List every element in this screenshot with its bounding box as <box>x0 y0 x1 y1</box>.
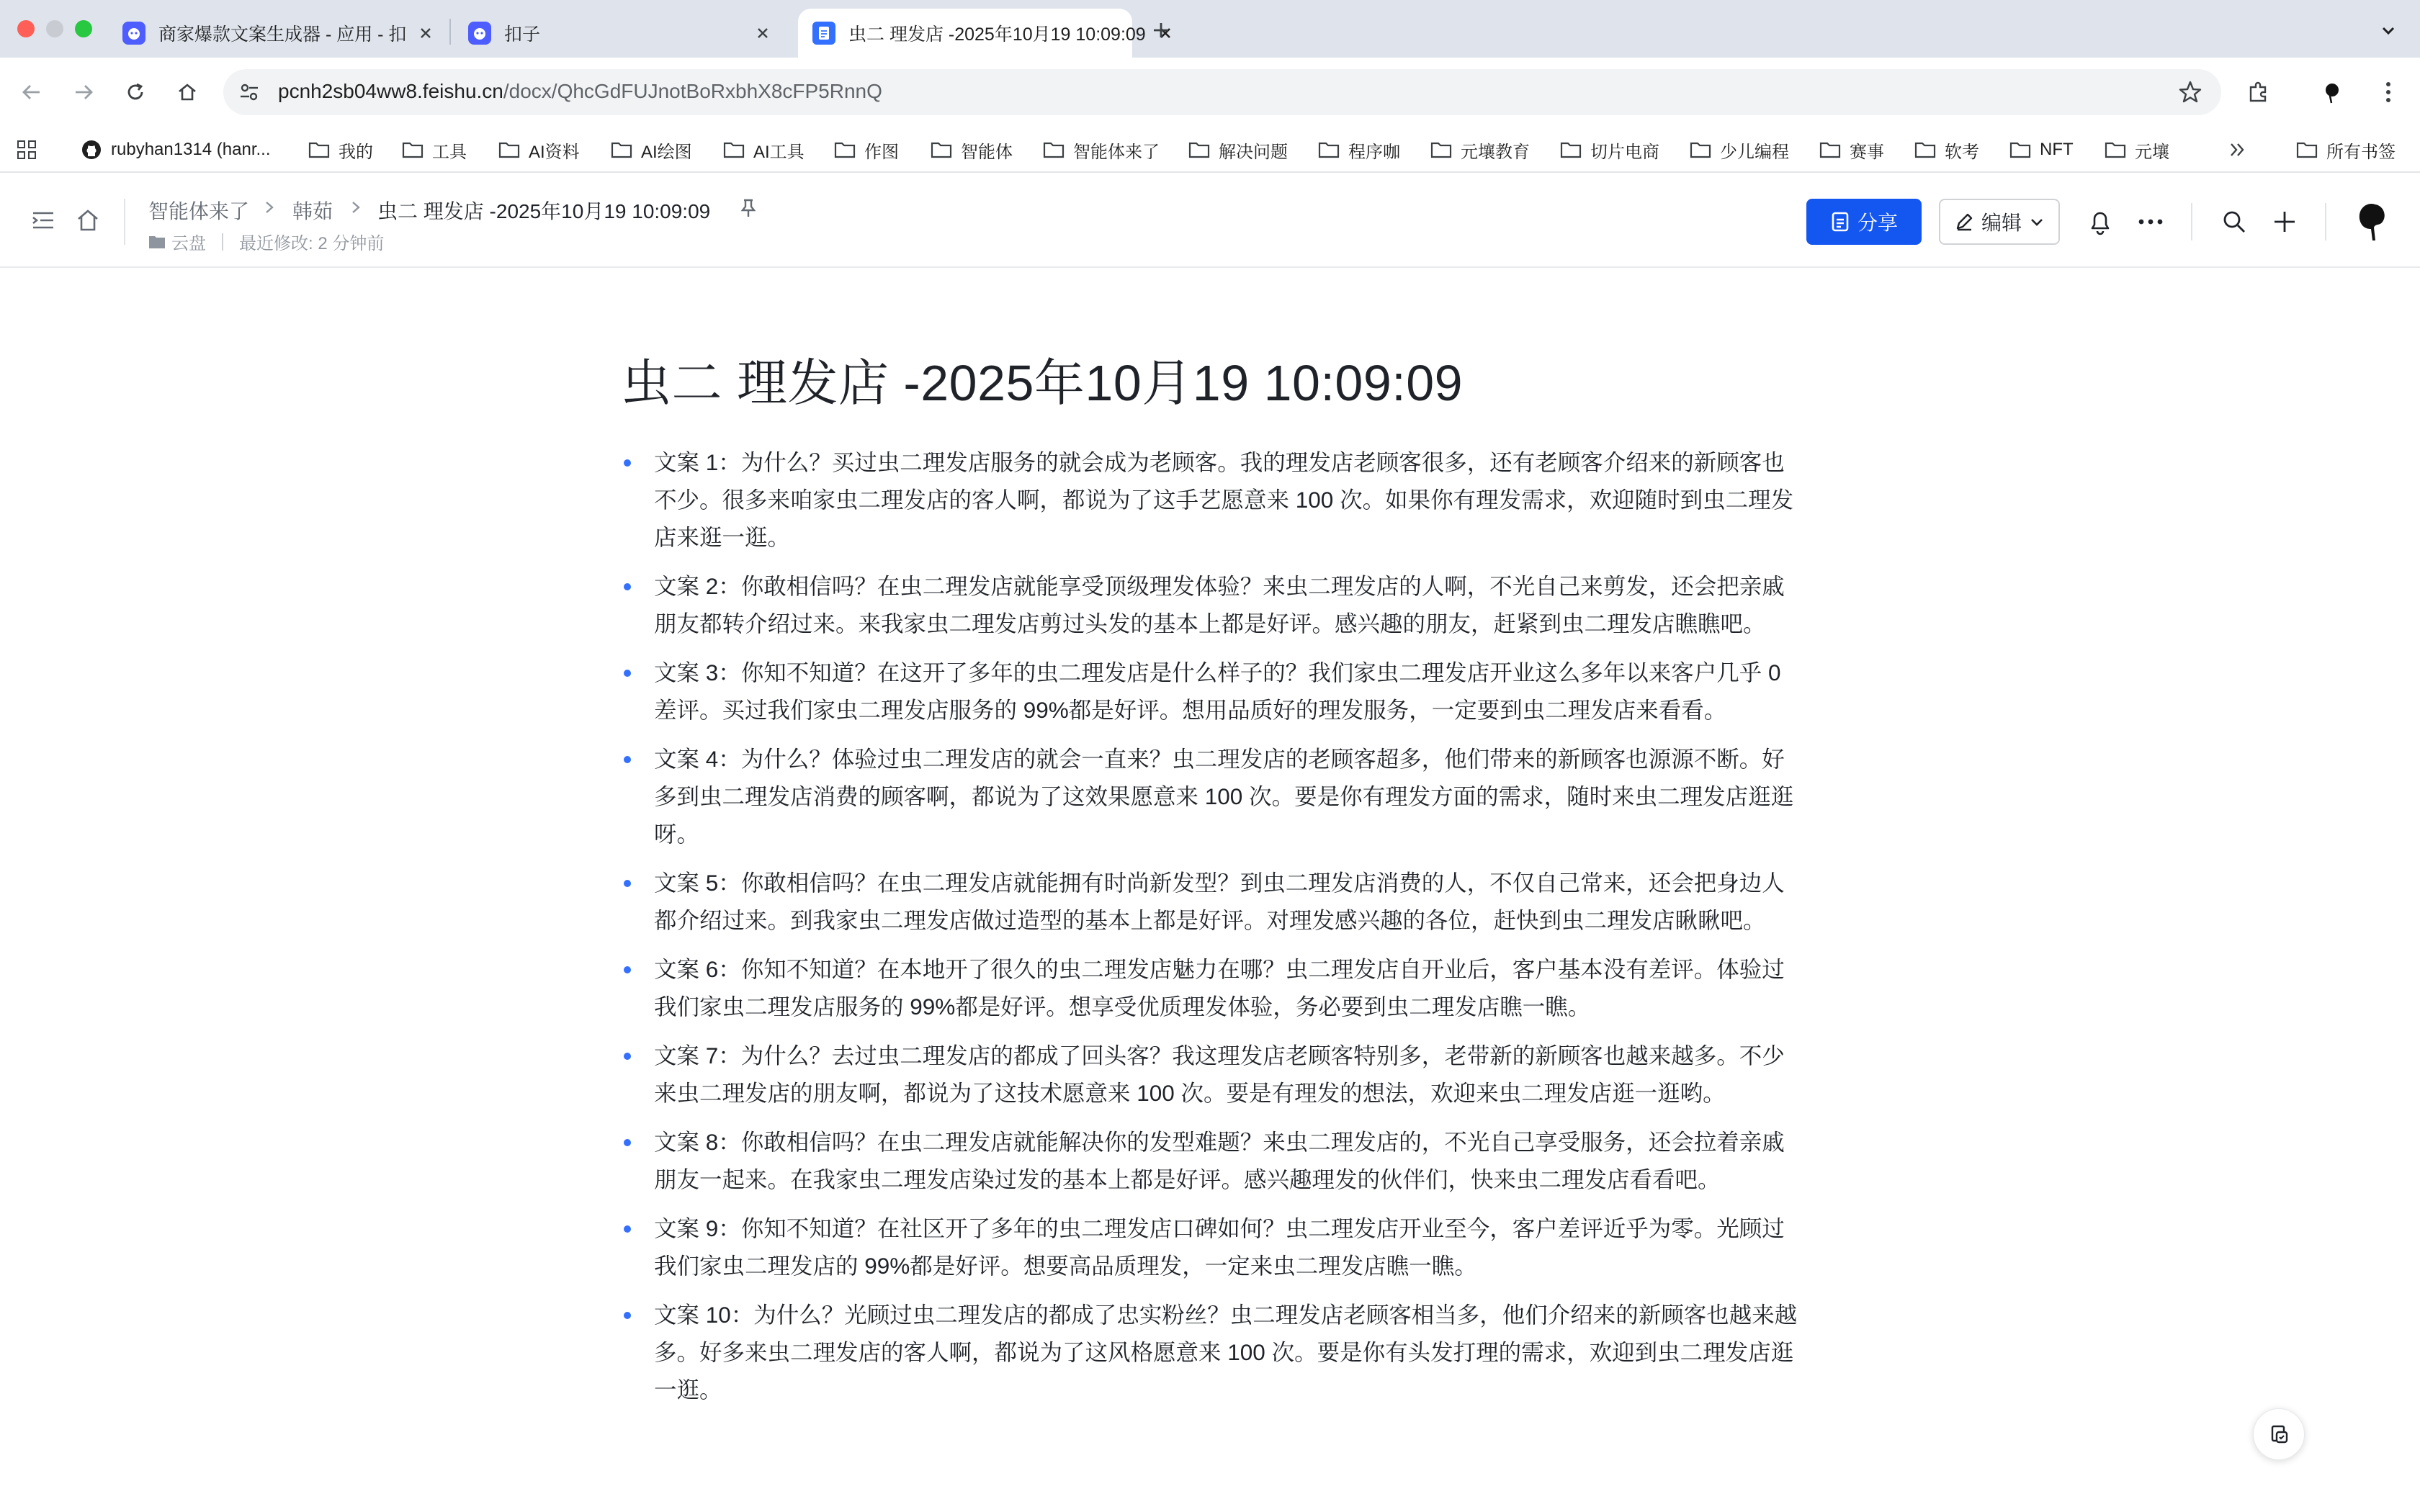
more-horizontal-icon <box>2138 218 2164 225</box>
copy-list <box>621 444 1802 1420</box>
notifications-button[interactable] <box>2084 206 2116 238</box>
reload-icon <box>125 81 146 103</box>
list-item[interactable]: 文案 4：为什么？体验过虫二理发店的就会一直来？虫二理发店的老顾客超多，他们带来的新顾客也源源不断。好多到虫二理发店消费的顾客啊，都说为了这效果愿意来 100 次。要是你有理发方面的需求，随时来虫二理发店逛逛呀。 <box>621 740 1802 852</box>
bookmark-label: 所有书签 <box>2326 142 2396 162</box>
breadcrumb-item[interactable]: 韩茹 <box>292 200 333 222</box>
divider <box>124 199 125 245</box>
bell-icon <box>2087 208 2113 235</box>
bookmark-folder[interactable] <box>1819 135 1884 164</box>
bookmark-folder[interactable] <box>834 135 899 164</box>
document-title[interactable]: 虫二 理发店 -2025年10月19 10:09:09 <box>621 355 1464 411</box>
folder-icon <box>1318 139 1340 161</box>
new-tab-button[interactable] <box>1147 16 1175 45</box>
bookmark-folder[interactable] <box>1043 135 1160 164</box>
browser-menu-button[interactable] <box>2370 73 2407 111</box>
more-options-button[interactable] <box>2135 206 2166 238</box>
create-button[interactable] <box>2269 206 2300 238</box>
plus-icon <box>1152 21 1170 40</box>
browser-tab-strip <box>0 0 2420 58</box>
bookmark-label: 智能体 <box>961 142 1013 162</box>
bookmark-label: NFT <box>2040 140 2074 159</box>
double-chevron-right-icon <box>2227 140 2247 160</box>
more-vertical-icon <box>2384 80 2393 104</box>
divider <box>2325 203 2326 240</box>
tab-title: 虫二 理发店 -2025年10月19 10:09:09 <box>848 24 1146 45</box>
list-item[interactable]: 文案 6：你知不知道？在本地开了很久的虫二理发店魅力在哪？虫二理发店自开业后，客户基本没有差评。体验过我们家虫二理发店服务的 99%都是好评。想享受优质理发体验，务必要到虫二理发店瞧一瞧。 <box>621 950 1802 1025</box>
home-icon <box>75 207 101 233</box>
bookmark-folder[interactable] <box>2105 135 2169 164</box>
chevron-right-icon <box>262 200 277 215</box>
bookmark-label: 作图 <box>864 142 899 162</box>
folder-icon <box>1690 139 1711 161</box>
bookmark-label: 切片电商 <box>1590 142 1659 162</box>
outline-icon <box>30 207 56 233</box>
bookmark-label: 少儿编程 <box>1720 142 1789 162</box>
bookmark-label: 解决问题 <box>1219 142 1288 162</box>
puzzle-icon <box>2246 80 2271 104</box>
folder-icon <box>1188 139 1210 161</box>
bookmark-label: AI资料 <box>529 142 580 162</box>
folder-icon <box>498 139 520 161</box>
list-item[interactable]: 文案 3：你知不知道？在这开了多年的虫二理发店是什么样子的？我们家虫二理发店开业这么多年以来客户几乎 0 差评。买过我们家虫二理发店服务的 99%都是好评。想用品质好的理发服务，一定要到虫二理发店来看看。 <box>621 654 1802 729</box>
bookmark-folder[interactable] <box>402 135 467 164</box>
bookmark-item[interactable] <box>81 135 271 164</box>
bookmarks-bar <box>0 127 2420 173</box>
coze-favicon-icon <box>468 22 491 45</box>
doc-check-icon <box>2268 1423 2290 1445</box>
folder-icon <box>1560 139 1582 161</box>
bookmark-folder[interactable] <box>1560 135 1659 164</box>
home-icon <box>176 81 198 103</box>
plus-icon <box>2272 210 2297 234</box>
address-bar[interactable] <box>223 69 2221 115</box>
close-window-button[interactable] <box>17 20 35 37</box>
bookmark-label: 元壤 <box>2135 142 2169 162</box>
bookmark-folder[interactable] <box>931 135 1013 164</box>
tab-title: 商家爆款文案生成器 - 应用 - 扣 <box>158 24 407 45</box>
browser-tab-active[interactable] <box>798 9 1146 58</box>
bookmark-folder[interactable] <box>308 135 373 164</box>
edit-label: 编辑 <box>1981 212 2022 234</box>
bookmark-label: AI绘图 <box>641 142 692 162</box>
list-item[interactable]: 文案 5：你敢相信吗？在虫二理发店就能拥有时尚新发型？到虫二理发店消费的人，不仅自己常来，还会把身边人都介绍过来。到我家虫二理发店做过造型的基本上都是好评。对理发感兴趣的各位，赶快到虫二理发店瞅瞅吧。 <box>621 864 1802 939</box>
bookmark-label: 我的 <box>339 142 373 162</box>
bookmark-label: 程序咖 <box>1348 142 1400 162</box>
folder-icon <box>834 139 856 161</box>
close-tab-icon[interactable] <box>415 22 436 44</box>
bookmark-label: AI工具 <box>753 142 805 162</box>
divider <box>2191 203 2192 240</box>
search-button[interactable] <box>2218 206 2250 238</box>
folder-icon <box>2296 139 2318 161</box>
bookmark-folder[interactable] <box>498 135 580 164</box>
bookmark-label: 智能体来了 <box>1073 142 1160 162</box>
pin-icon <box>738 197 759 219</box>
avatar-icon <box>2347 197 2397 248</box>
folder-icon <box>1430 139 1452 161</box>
breadcrumb-current: 虫二 理发店 -2025年10月19 10:09:09 <box>377 200 711 222</box>
bookmark-label: 软考 <box>1945 142 1979 162</box>
doc-header <box>0 173 2420 268</box>
tab-separator <box>449 19 451 45</box>
doc-meta <box>148 229 384 254</box>
list-item[interactable]: 文案 2：你敢相信吗？在虫二理发店就能享受顶级理发体验？来虫二理发店的人啊，不光自己来剪发，还会把亲戚朋友都转介绍过来。来我家虫二理发店剪过头发的基本上都是好评。感兴趣的朋友，赶紧到虫二理发店瞧瞧吧。 <box>621 567 1802 642</box>
arrow-right-icon <box>73 81 94 103</box>
folder-icon <box>2105 139 2126 161</box>
all-bookmarks-folder[interactable] <box>2296 135 2396 164</box>
chevron-down-icon <box>2029 214 2045 230</box>
share-label: 分享 <box>1857 212 1898 234</box>
folder-icon <box>1819 139 1841 161</box>
close-tab-icon[interactable] <box>752 22 774 44</box>
profile-avatar[interactable] <box>2313 73 2351 111</box>
extensions-button[interactable] <box>2240 73 2277 111</box>
arrow-left-icon <box>21 81 42 103</box>
doc-location[interactable]: 云盘 <box>171 234 206 253</box>
user-avatar[interactable] <box>2347 197 2397 248</box>
folder-icon <box>148 234 166 250</box>
folder-icon <box>611 139 632 161</box>
doc-lock-icon <box>1830 211 1850 233</box>
browser-toolbar <box>0 58 2420 127</box>
list-item[interactable]: 文案 10：为什么？光顾过虫二理发店的都成了忠实粉丝？虫二理发店老顾客相当多，他们介绍来的新顾客也越来越多。好多来虫二理发店的客人啊，都说为了这风格愿意来 100 次。要是你有头发打理的需求，欢迎到虫二理发店逛一逛。 <box>621 1296 1802 1408</box>
doc-favicon-icon <box>812 22 835 45</box>
bookmarks-overflow-button[interactable] <box>2227 135 2247 164</box>
forward-button[interactable] <box>65 73 102 111</box>
home-link[interactable] <box>75 207 101 233</box>
toggle-catalog-button[interactable] <box>30 207 56 233</box>
tab-search-button[interactable] <box>2374 16 2403 45</box>
browser-tab[interactable] <box>108 9 441 58</box>
apps-grid-icon <box>16 139 37 161</box>
bookmark-label: 工具 <box>432 142 467 162</box>
browser-tab[interactable] <box>454 9 788 58</box>
list-item[interactable]: 文案 8：你敢相信吗？在虫二理发店就能解决你的发型难题？来虫二理发店的，不光自己享受服务，还会拉着亲戚朋友一起来。在我家虫二理发店染过发的基本上都是好评。感兴趣理发的伙伴们，快来虫二理发店看看吧。 <box>621 1123 1802 1198</box>
list-item[interactable]: 文案 1：为什么？买过虫二理发店服务的就会成为老顾客。我的理发店老顾客很多，还有老顾客介绍来的新顾客也不少。很多来咱家虫二理发店的客人啊，都说为了这手艺愿意来 100 次。如果你有理发需求，欢迎随时到虫二理发店来逛一逛。 <box>621 444 1802 556</box>
pin-button[interactable] <box>738 197 759 219</box>
bookmark-folder[interactable] <box>1430 135 1530 164</box>
breadcrumb-item[interactable]: 智能体来了 <box>148 200 250 222</box>
list-item[interactable]: 文案 7：为什么？去过虫二理发店的都成了回头客？我这理发店老顾客特别多，老带新的新顾客也越来越多。不少来虫二理发店的朋友啊，都说为了这技术愿意来 100 次。要是有理发的想法，欢迎来虫二理发店逛一逛哟。 <box>621 1037 1802 1112</box>
divider <box>222 233 223 251</box>
zoom-window-button[interactable] <box>75 20 92 37</box>
folder-icon <box>931 139 952 161</box>
reload-button[interactable] <box>117 73 154 111</box>
folder-icon <box>308 139 330 161</box>
list-item[interactable]: 文案 9：你知不知道？在社区开了多年的虫二理发店口碑如何？虫二理发店开业至今，客户差评近乎为零。光顾过我们家虫二理发店的 99%都是好评。想要高品质理发，一定来虫二理发店瞧一瞧。 <box>621 1210 1802 1284</box>
url-text: pcnh2sb04ww8.feishu.cn/docx/QhcGdFUJnotBoRxbhX8cFP5RnnQ <box>278 80 882 102</box>
share-button[interactable] <box>1806 199 1922 245</box>
bookmark-label: 赛事 <box>1850 142 1884 162</box>
github-icon <box>81 139 102 161</box>
minimize-window-button[interactable] <box>46 20 63 37</box>
chevron-right-icon <box>349 200 363 215</box>
tab-title: 扣子 <box>504 24 541 45</box>
last-modified-text: 最近修改: 2 分钟前 <box>239 234 385 253</box>
floating-help-button[interactable] <box>2253 1408 2305 1460</box>
bookmark-folder[interactable] <box>1690 135 1789 164</box>
folder-icon <box>402 139 424 161</box>
bookmark-folder[interactable] <box>1188 135 1288 164</box>
bookmark-folder[interactable] <box>611 135 692 164</box>
search-icon <box>2221 209 2247 235</box>
bookmark-star-icon[interactable] <box>2178 80 2202 104</box>
home-button[interactable] <box>169 73 206 111</box>
avatar-icon <box>2320 80 2344 104</box>
bookmark-folder[interactable] <box>2009 135 2074 164</box>
bookmark-folder[interactable] <box>723 135 805 164</box>
coze-favicon-icon <box>122 22 145 45</box>
bookmark-folder[interactable] <box>1318 135 1400 164</box>
folder-icon <box>1914 139 1936 161</box>
back-button[interactable] <box>13 73 50 111</box>
pencil-icon <box>1954 212 1974 232</box>
chevron-down-icon <box>2380 22 2397 39</box>
bookmark-folder[interactable] <box>1914 135 1979 164</box>
site-info-icon[interactable] <box>238 81 261 104</box>
edit-mode-dropdown[interactable] <box>1939 199 2060 245</box>
bookmark-label: 元壤教育 <box>1461 142 1530 162</box>
folder-icon <box>2009 139 2031 161</box>
folder-icon <box>723 139 745 161</box>
folder-icon <box>1043 139 1065 161</box>
bookmark-label: rubyhan1314 (hanr... <box>111 140 271 159</box>
apps-button[interactable] <box>16 135 37 164</box>
